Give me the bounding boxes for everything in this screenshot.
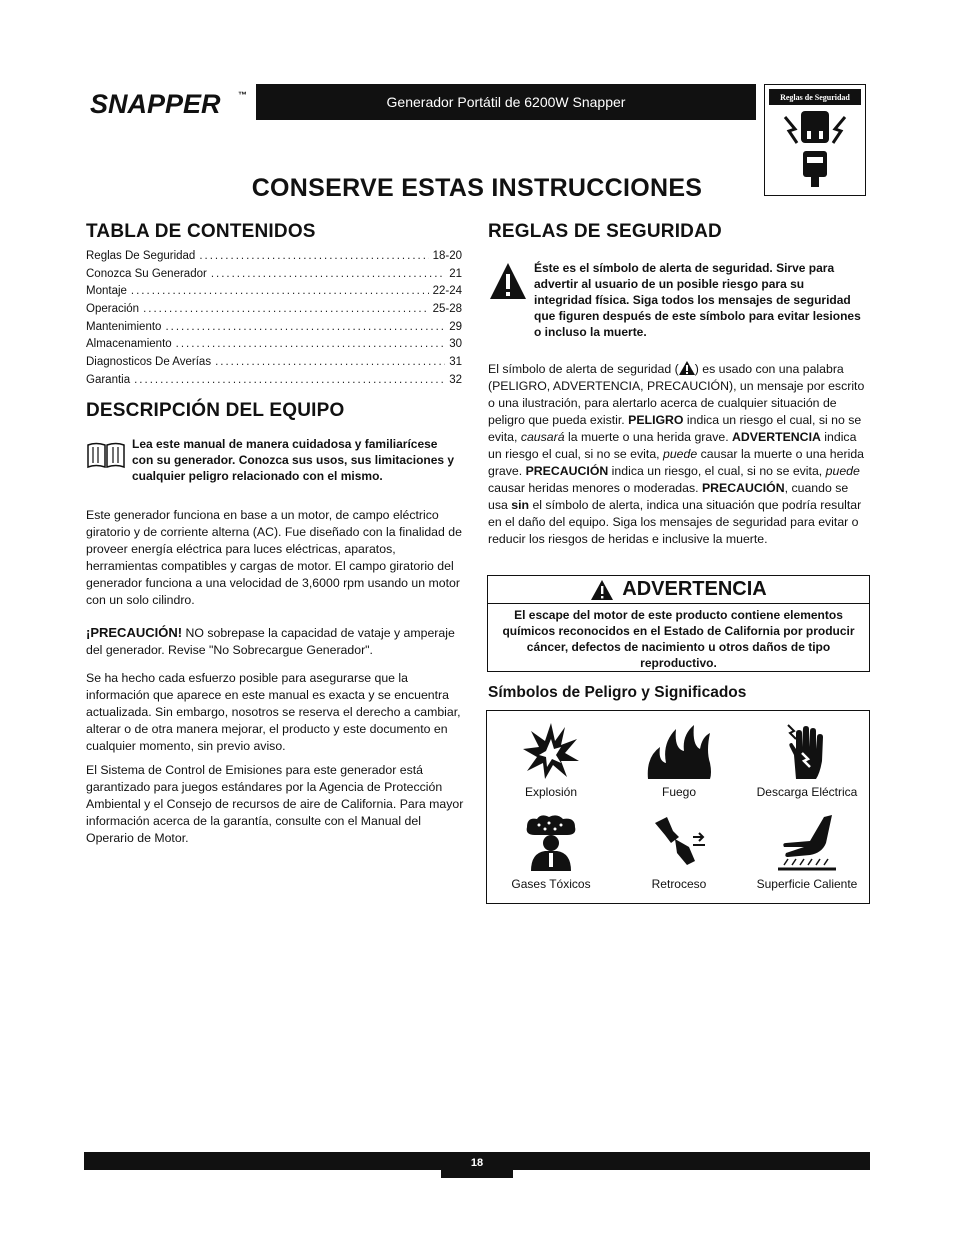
- page-number: 18: [441, 1152, 513, 1178]
- toc-heading: TABLA DE CONTENIDOS: [86, 221, 316, 242]
- electric-shock-icon: [782, 721, 832, 781]
- toc-entry-page: 30: [449, 338, 462, 351]
- main-title: CONSERVE ESTAS INSTRUCCIONES: [251, 174, 703, 202]
- hazard-electric-shock: [743, 721, 871, 799]
- toc-leader-dots: [143, 303, 429, 315]
- hazard-toxic-gas: [487, 813, 615, 891]
- caution-paragraph: [86, 624, 464, 659]
- warning-triangle-icon: [590, 579, 614, 601]
- hazard-fire: [615, 721, 743, 799]
- warning-title: ADVERTENCIA: [622, 578, 767, 600]
- badge-title: Reglas de Seguridad: [769, 89, 861, 105]
- toc-entry: [86, 303, 462, 321]
- toc-entry: [86, 285, 462, 303]
- toc-entry: [86, 321, 462, 339]
- toc-leader-dots: [215, 356, 445, 368]
- toc-entry: [86, 338, 462, 356]
- manual-book-icon: [86, 441, 126, 469]
- document-title-bar: [256, 84, 756, 120]
- table-of-contents: [86, 250, 462, 392]
- caution-text: NO sobrepase la capacidad de vataje y amperaje del generador. Revise "No Sobrecargue Generador".: [86, 626, 455, 657]
- toc-entry-page: 32: [449, 373, 462, 386]
- toc-entry-label: Diagnosticos De Averías: [86, 356, 212, 369]
- toc-entry-page: 21: [449, 267, 462, 280]
- explosion-icon: [521, 721, 581, 779]
- description-paragraph-2: Se ha hecho cada esfuerzo posible para asegurarse que la información que aparece en este manual es exacta y se encuentra actualizada. Sin embargo, nosotros se reserva el derecho a cambiar, alterar o de otra manera mejorar, el producto y este documento en cualquier momento, sin previo aviso.: [86, 671, 461, 753]
- hazard-label: Descarga Eléctrica: [756, 785, 858, 799]
- toc-entry-page: 18-20: [432, 250, 462, 262]
- toc-leader-dots: [165, 321, 445, 333]
- toc-entry-page: 31: [449, 356, 462, 369]
- toc-entry-label: Montaje: [86, 285, 127, 298]
- hazard-label: Superficie Caliente: [756, 877, 858, 891]
- caution-label: ¡PRECAUCIÓN!: [86, 625, 183, 640]
- description-paragraph-3: El Sistema de Control de Emisiones para este generador está garantizado para juegos estándares por la Agencia de Protección Ambiental y el Consejo de recursos de aire de California. Para mayor información acerca de la garantía, consulte con el Manual del Operario de Motor.: [86, 763, 464, 845]
- signal-words-paragraph: El símbolo de alerta de seguridad ( ) es usado con una palabra (PELIGRO, ADVERTENCIA, PRECAUCIÓN), un mensaje por escrito o una ilustración, para alertarlo acerca de cualquier situación de peligro que pueda existir. PELIGRO indica un riesgo el cual, si no se evita, causará la muerte o una herida grave. ADVERTENCIA indica un riesgo el cual, si no se evita, puede causar la muerte o una herida grave. PRECAUCIÓN indica un riesgo, el cual, si no se evita, puede causar heridas menores o moderadas. PRECAUCIÓN, cuando se usa sin el símbolo de alerta, indica una situación que podría resultar en el daño del equipo. Siga los mensajes de seguridad para evitar o reducir los riesgos de heridas e inclusive la muerte.: [488, 362, 865, 546]
- hazard-label: Explosión: [524, 785, 578, 799]
- logo-text: SNAPPER: [90, 89, 221, 119]
- toc-entry-page: 25-28: [432, 303, 462, 316]
- toc-entry-page: 22-24: [432, 285, 462, 298]
- toc-entry: [86, 356, 462, 374]
- snapper-logo: [88, 86, 254, 120]
- toc-leader-dots: [134, 374, 445, 386]
- fire-icon: [644, 721, 714, 781]
- toc-entry-label: Almacenamiento: [86, 338, 172, 351]
- toc-entry-label: Mantenimiento: [86, 320, 162, 333]
- hazard-label: Gases Tóxicos: [511, 877, 591, 891]
- hazard-symbols-grid: [486, 710, 870, 904]
- hazard-label: Retroceso: [651, 877, 707, 891]
- toc-entry-page: 29: [449, 320, 462, 333]
- warning-box: [487, 575, 870, 672]
- warning-text: El escape del motor de este producto contiene elementos químicos reconocidos en el Estado de California por producir cáncer, defectos de nacimiento u otros daños de tipo reproductivo.: [502, 608, 855, 670]
- toc-leader-dots: [211, 268, 445, 280]
- trademark-symbol: ™: [238, 90, 247, 100]
- hazard-explosion: [487, 721, 615, 799]
- toc-entry: [86, 268, 462, 286]
- toc-leader-dots: [199, 250, 428, 262]
- toc-leader-dots: [176, 338, 446, 350]
- toc-entry: [86, 250, 462, 268]
- hazard-label: Fuego: [661, 785, 697, 799]
- warning-header: [488, 576, 869, 604]
- inline-alert-icon: [679, 361, 695, 375]
- document-title: Generador Portátil de 6200W Snapper: [386, 94, 626, 110]
- toc-entry: [86, 374, 462, 392]
- safety-alert-icon: [488, 261, 528, 301]
- toxic-gas-icon: [523, 813, 579, 871]
- description-heading: DESCRIPCIÓN DEL EQUIPO: [86, 400, 345, 421]
- description-intro: Lea este manual de manera cuidadosa y familiarícese con su generador. Conozca sus usos, sus limitaciones y cualquier peligro relacionado con el mismo.: [132, 437, 455, 483]
- toc-entry-label: Garantia: [86, 373, 131, 386]
- description-paragraph-1: Este generador funciona en base a un motor, de campo eléctrico giratorio y de corriente alterna (AC). Fue diseñado con la finalidad de proveer energía eléctrica para luces eléctricas, aparatos, herramientas compatibles y cargas de motor. El campo giratorio del generador funciona a una velocidad de 3,6000 rpm usando un motor con un solo cilindro.: [86, 508, 462, 607]
- toc-entry-label: Reglas De Seguridad: [86, 250, 196, 262]
- alert-symbol-intro: Éste es el símbolo de alerta de seguridad. Sirve para advertir al usuario de un posible riesgo para su integridad física. Siga todos los mensajes de seguridad que figuren después de este símbolo para evitar lesiones o incluso la muerte.: [534, 261, 861, 339]
- safety-rules-heading: REGLAS DE SEGURIDAD: [488, 221, 722, 242]
- toc-entry-label: Conozca Su Generador: [86, 267, 207, 280]
- hot-surface-icon: [774, 813, 840, 871]
- hazard-hot-surface: [743, 813, 871, 891]
- hazard-symbols-heading: Símbolos de Peligro y Significados: [488, 684, 747, 701]
- toc-entry-label: Operación: [86, 303, 140, 316]
- kickback-icon: [649, 813, 709, 871]
- hazard-kickback: [615, 813, 743, 891]
- toc-leader-dots: [131, 285, 429, 297]
